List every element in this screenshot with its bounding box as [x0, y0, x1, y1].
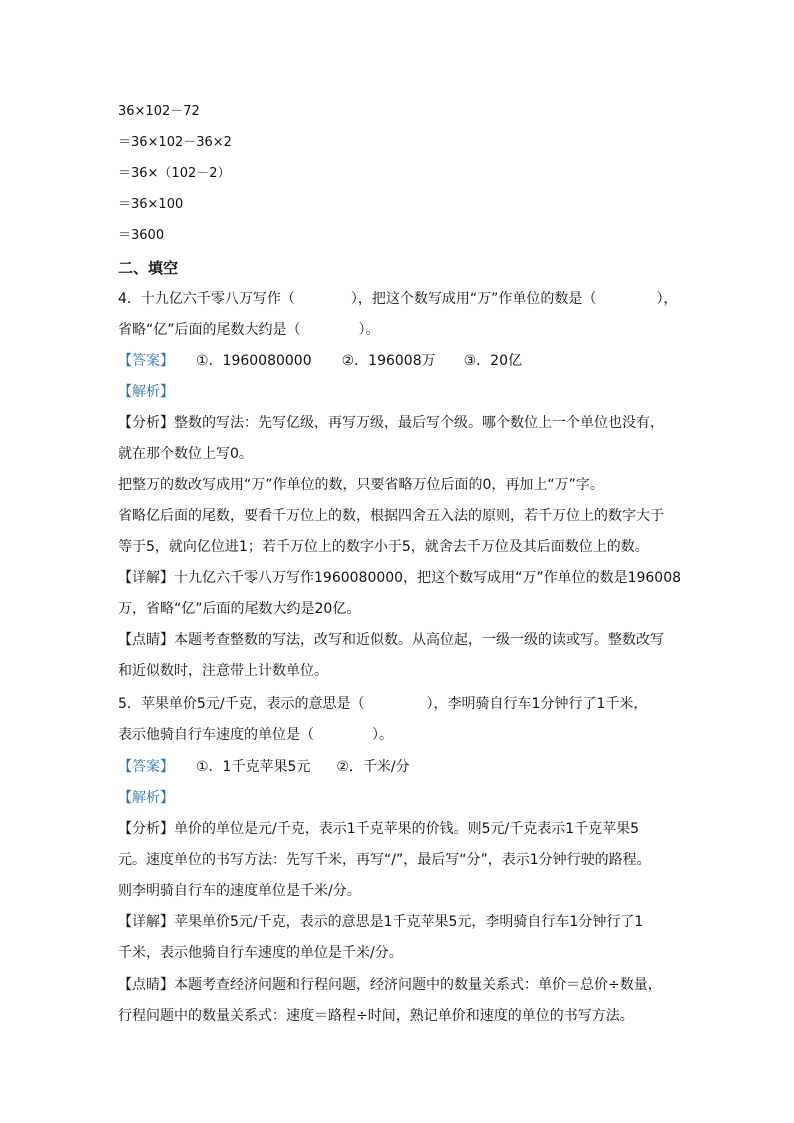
q5-xiangjie-text-1: 苹果单价5元/千克，表示的意思是1千克苹果5元，李明骑自行车1分钟行了1 — [174, 914, 644, 930]
q4-fenxi-line-4: 省略亿后面的尾数，要看千万位上的数，根据四舍五入法的原则，若千万位上的数字大于 — [118, 508, 664, 524]
q4-answer-2: ②．196008万 — [341, 353, 436, 369]
q5-dianjing-line-1 — [118, 975, 662, 995]
calc-line-5: ＝3600 — [118, 228, 165, 243]
q4-text-2a: 省略“亿”后面的尾数大约是（ — [118, 322, 301, 338]
q4-answer-3: ③．20亿 — [463, 353, 522, 369]
q4-dianjing-tag: 【点睛】 — [118, 632, 174, 648]
q4-xiangjie-text-1: 十九亿六千零八万写作1960080000，把这个数写成用“万”作单位的数是196008 — [174, 570, 682, 586]
q4-question-line-1 — [118, 289, 677, 309]
q4-text-1b: ），把这个数写成用“万”作单位的数是（ — [350, 291, 597, 307]
q5-question-line-2 — [118, 725, 393, 745]
q4-text-1c: ）， — [656, 291, 678, 307]
q4-xiangjie-line-2: 万，省略“亿”后面的尾数大约是20亿。 — [118, 601, 361, 617]
q5-analysis-tag: 【解析】 — [118, 790, 174, 806]
q5-dianjing-text-1: 本题考查经济问题和行程问题，经济问题中的数量关系式：单价＝总价÷数量， — [174, 977, 662, 993]
calc-line-4: ＝36×100 — [118, 197, 184, 212]
q5-fenxi-text-1: 单价的单位是元/千克，表示1千克苹果的价钱。则5元/千克表示1千克苹果5 — [174, 821, 640, 837]
q4-dianjing-line-1 — [118, 630, 664, 650]
calc-line-1: 36×102－72 — [118, 104, 200, 119]
q4-xiangjie-line-1 — [118, 568, 681, 588]
q4-dianjing-text-1: 本题考查整数的写法，改写和近似数。从高位起，一级一级的读或写。整数改写 — [174, 632, 664, 648]
q4-analysis-tag: 【解析】 — [118, 384, 174, 400]
calc-line-2: ＝36×102－36×2 — [118, 135, 232, 150]
q4-xiangjie-tag: 【详解】 — [118, 570, 174, 586]
q5-xiangjie-line-2: 千米，表示他骑自行车速度的单位是千米/分。 — [118, 945, 403, 961]
q5-text-2a: 表示他骑自行车速度的单位是（ — [118, 727, 314, 743]
q4-fenxi-line-2: 就在那个数位上写0。 — [118, 446, 253, 462]
q5-fenxi-tag: 【分析】 — [118, 821, 174, 837]
q4-question-line-2 — [118, 320, 380, 340]
q4-fenxi-line-1 — [118, 413, 664, 433]
q4-fenxi-line-5: 等于5，就向亿位进1；若千万位上的数字小于5，就舍去千万位及其后面数位上的数。 — [118, 539, 649, 555]
section-heading: 二、填空 — [118, 259, 179, 277]
q5-answer-line — [118, 757, 410, 777]
q4-dianjing-line-2: 和近似数时，注意带上计数单位。 — [118, 663, 328, 679]
q5-text-2b: ）。 — [372, 727, 393, 743]
q4-answer-tag: 【答案】 — [118, 353, 174, 369]
q4-fenxi-text-1: 整数的写法：先写亿级，再写万级，最后写个级。哪个数位上一个单位也没有， — [174, 415, 664, 431]
q4-text-2b: ）。 — [358, 322, 380, 338]
q5-xiangjie-tag: 【详解】 — [118, 914, 174, 930]
q5-fenxi-line-3: 则李明骑自行车的速度单位是千米/分。 — [118, 883, 361, 899]
q4-answer-1: ①．1960080000 — [196, 353, 312, 369]
q4-answer-line — [118, 351, 522, 371]
q5-answer-2: ②．千米/分 — [336, 759, 410, 775]
q4-text-1a: 4．十九亿六千零八万写作（ — [118, 291, 295, 307]
q5-dianjing-line-2: 行程问题中的数量关系式：速度＝路程÷时间，熟记单价和速度的单位的书写方法。 — [118, 1008, 634, 1024]
q5-question-line-1 — [118, 694, 647, 714]
q5-xiangjie-line-1 — [118, 912, 643, 932]
calc-line-3: ＝36×（102－2） — [118, 166, 231, 181]
q5-dianjing-tag: 【点睛】 — [118, 977, 174, 993]
q5-answer-1: ①．1千克苹果5元 — [196, 759, 311, 775]
q4-fenxi-line-3: 把整万的数改写成用“万”作单位的数，只要省略万位后面的0，再加上“万”字。 — [118, 477, 604, 493]
q5-fenxi-line-1 — [118, 819, 639, 839]
q4-fenxi-tag: 【分析】 — [118, 415, 174, 431]
q5-text-1a: 5．苹果单价5元/千克，表示的意思是（ — [118, 696, 365, 712]
q5-text-1b: ），李明骑自行车1分钟行了1千米， — [426, 696, 648, 712]
q5-fenxi-line-2: 元。速度单位的书写方法：先写千米，再写“/”，最后写“分”，表示1分钟行驶的路程。 — [118, 852, 651, 868]
q5-answer-tag: 【答案】 — [118, 759, 174, 775]
